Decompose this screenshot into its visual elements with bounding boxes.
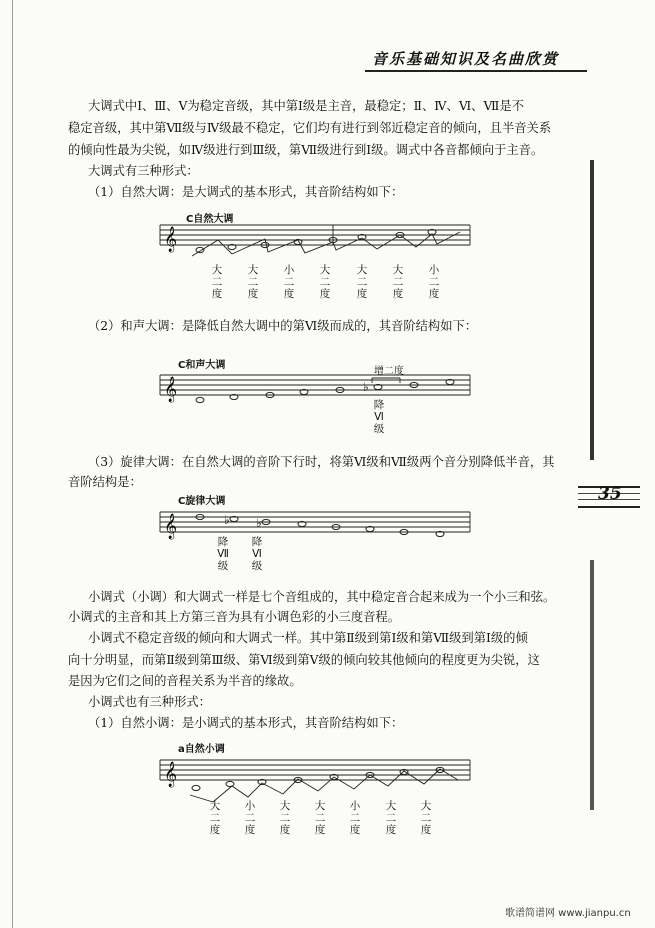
interval-label: 大 二 度	[209, 800, 221, 836]
interval-label: 大 二 度	[392, 264, 404, 300]
interval-label: 小 二 度	[244, 800, 256, 836]
para-1-line-3: 的倾向性最为尖锐，如Ⅳ级进行到Ⅲ级，第Ⅶ级进行到Ⅰ级。调式中各音都倾向于主音。	[68, 143, 544, 157]
para-7-line-2: 向十分明显，而第Ⅱ级到第Ⅲ级、第Ⅵ级到第Ⅴ级的倾向较其他倾向的程度更为尖锐，这	[68, 653, 540, 667]
example-label-a-natural: a自然小调	[178, 744, 225, 755]
svg-text:𝄞: 𝄞	[164, 514, 178, 539]
para-6-line-2: 小调式的主音和其上方第三音为具有小调色彩的小三度音程。	[68, 610, 401, 624]
degree-label-flat-6: 降 Ⅵ 级	[373, 399, 385, 435]
interval-label: 小 二 度	[283, 264, 295, 300]
aug-second-label: 增二度	[374, 366, 404, 377]
svg-text:♭: ♭	[363, 380, 369, 394]
para-3: （1）自然大调：是大调式的基本形式，其音阶结构如下：	[88, 185, 404, 199]
interval-label: 大 二 度	[420, 800, 432, 836]
interval-label: 大 二 度	[385, 800, 397, 836]
svg-text:𝄞: 𝄞	[164, 227, 178, 252]
interval-label: 大 二 度	[247, 264, 259, 300]
svg-text:♭: ♭	[224, 513, 230, 527]
para-1-line-2: 稳定音级，其中第Ⅶ级与Ⅳ级最不稳定，它们均有进行到邻近稳定音的倾向，且半音关系	[68, 121, 552, 135]
para-4: （2）和声大调：是降低自然大调中的第Ⅵ级而成的，其音阶结构如下：	[88, 319, 478, 333]
interval-label: 大 二 度	[279, 800, 291, 836]
interval-label: 大 二 度	[211, 264, 223, 300]
para-5-line-1: （3）旋律大调：在自然大调的音阶下行时，将第Ⅵ级和Ⅶ级两个音分别降低半音，其	[88, 455, 555, 469]
example-label-c-natural: C自然大调	[186, 214, 234, 225]
para-5-line-2: 音阶结构是：	[68, 475, 142, 489]
para-7-line-3: 是因为它们之间的音程关系为半音的缘故。	[68, 674, 302, 688]
interval-label: 小 二 度	[428, 264, 440, 300]
para-2: 大调式有三种形式：	[88, 164, 199, 178]
para-8: 小调式也有三种形式：	[88, 695, 211, 709]
para-7-line-1: 小调式不稳定音级的倾向和大调式一样。其中第Ⅱ级到第Ⅰ级和第Ⅶ级到第Ⅰ级的倾	[88, 631, 528, 645]
degree-label-flat-7: 降 Ⅶ 级	[217, 536, 229, 572]
interval-label: 大 二 度	[356, 264, 368, 300]
page-number: 35	[598, 484, 622, 504]
degree-label-flat-6: 降 Ⅵ 级	[251, 536, 263, 572]
svg-text:𝄞: 𝄞	[164, 762, 178, 787]
para-1-line-1: 大调式中Ⅰ、Ⅲ、Ⅴ为稳定音级，其中第Ⅰ级是主音，最稳定；Ⅱ、Ⅳ、Ⅵ、Ⅶ是不	[88, 99, 524, 113]
example-label-c-harmonic: C和声大调	[178, 360, 226, 371]
interval-label: 大 二 度	[319, 264, 331, 300]
para-9: （1）自然小调：是小调式的基本形式，其音阶结构如下：	[88, 716, 404, 730]
page-header-title: 音乐基础知识及名曲欣赏	[372, 50, 560, 68]
svg-text:♭: ♭	[256, 516, 262, 530]
para-6-line-1: 小调式（小调）和大调式一样是七个音组成的，其中稳定音合起来成为一个小三和弦。	[88, 590, 556, 604]
interval-label: 大 二 度	[314, 800, 326, 836]
svg-text:𝄞: 𝄞	[164, 377, 178, 402]
footer-watermark: 歌谱简谱网 www.jianpu.cn	[505, 908, 631, 919]
interval-label: 小 二 度	[349, 800, 361, 836]
example-label-c-melodic: C旋律大调	[178, 496, 226, 507]
